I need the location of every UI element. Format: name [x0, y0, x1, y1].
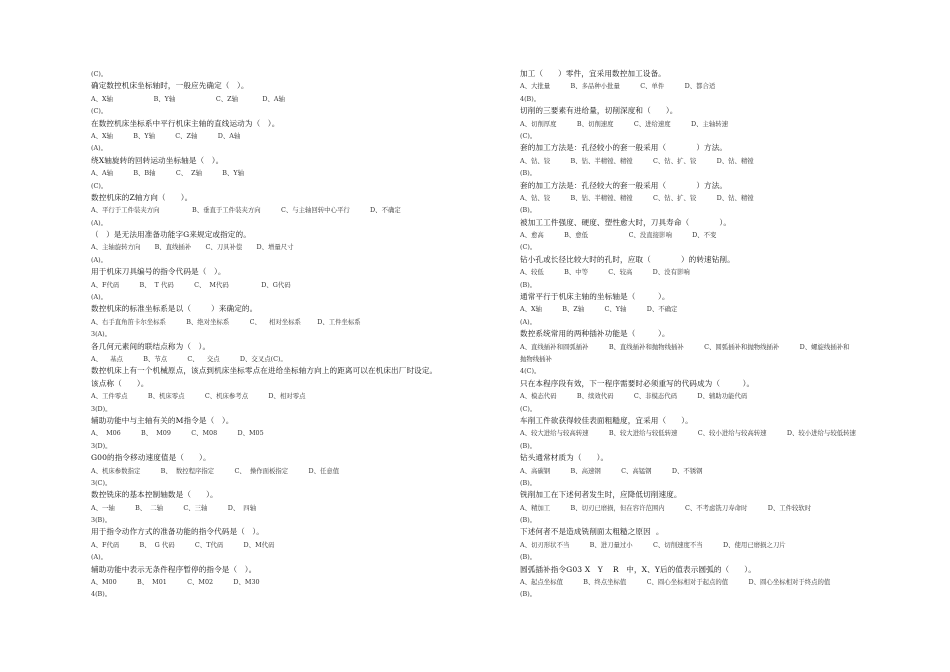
answer-options: A、主轴旋转方向 B、直线插补 C、刀具补偿 D、增量尺寸 — [91, 243, 294, 252]
answer-key: 3(B)。 — [91, 516, 112, 525]
answer-options: A、直线插补和圆弧插补 B、直线插补和抛物线插补 C、圆弧插补和抛物线插补 D、螺旋线插补和 — [520, 342, 850, 351]
question-text: 钻头通常材质为（ ）。 — [520, 453, 609, 463]
answer-key: (A)。 — [91, 293, 107, 302]
answer-key: 3(D)。 — [91, 441, 112, 450]
question-text: 绕X轴旋转的回转运动坐标轴是（ ）。 — [91, 155, 224, 165]
question-text: 通常平行于机床主轴的坐标轴是（ ）。 — [520, 292, 670, 302]
answer-options: A、F代码 B、 G 代码 C、T代码 D、M代码 — [91, 540, 275, 549]
question-text: 数控机床的标准坐标系是以（ ）来确定的。 — [91, 304, 258, 314]
question-text: 只在本程序段有效，下一程序需要时必须重写的代码成为（ ）。 — [520, 378, 755, 388]
answer-key: (B)。 — [520, 441, 537, 450]
answer-key: (B)。 — [520, 553, 537, 562]
question-text: 下述何者不是造成铣削面太粗糙之原因 。 — [520, 527, 664, 537]
answer-key: 4(B)。 — [520, 94, 541, 103]
answer-key: (B)。 — [520, 590, 537, 599]
answer-key: 3(D)。 — [91, 404, 112, 413]
question-text: 辅助功能中与主轴有关的M指令是（ ）。 — [91, 415, 234, 425]
answer-options: A、机床参数指定 B、 数控程序指定 C、 操作面板指定 D、任意值 — [91, 466, 340, 475]
answer-key: (B)。 — [520, 280, 537, 289]
question-text: G00的指令移动速度值是（ ）。 — [91, 453, 211, 463]
answer-options: A、起点坐标值 B、终点坐标值 C、圆心坐标相对于起点的值 D、圆心坐标相对于终点的值 — [520, 578, 831, 587]
answer-options: 抛物线插补 — [520, 354, 552, 363]
answer-options: A、M00 B、 M01 C、M02 D、M30 — [91, 578, 260, 587]
answer-key: 3(A)。 — [91, 330, 112, 339]
right-column — [520, 68, 915, 601]
question-text: （ ）是无法用准备功能字G来规定或指定的。 — [91, 230, 251, 240]
question-text: 数控机床的Z轴方向（ ）。 — [91, 192, 193, 202]
answer-options: A、模态代码 B、续效代码 C、非模态代码 D、辅助功能代码 — [520, 392, 748, 401]
answer-key: (C)。 — [91, 70, 108, 78]
answer-options: A、平行于工件装夹方向 B、垂直于工件装夹方向 C、与主轴回转中心平行 D、不确定 — [91, 206, 401, 215]
question-text: 辅助功能中表示无条件程序暂停的指令是（ ）。 — [91, 564, 257, 574]
answer-key: (B)。 — [520, 169, 537, 178]
answer-options: A、X轴 B、Y轴 C、Z轴 D、A轴 — [91, 131, 241, 140]
answer-options: A、钻、铰 B、钻、半精镗、精镗 C、钻、扩、铰 D、钻、精镗 — [520, 193, 754, 202]
question-text: 套的加工方法是：孔径较小的套一般采用（ ）方法。 — [520, 143, 728, 153]
answer-key: (B)。 — [520, 206, 537, 215]
answer-options: A、切削厚度 B、切削速度 C、进给速度 D、主轴转速 — [520, 119, 729, 128]
answer-options: A、一轴 B、 二轴 C、三轴 D、 四轴 — [91, 503, 257, 512]
question-text: 数控铣床的基本控制轴数是（ ）。 — [91, 490, 218, 500]
question-text: 确定数控机床坐标轴时，一般应先确定（ ）。 — [91, 81, 249, 91]
answer-key: (A)。 — [91, 553, 107, 562]
question-text: 用于机床刀具编号的指令代码是（ ）。 — [91, 267, 226, 277]
answer-options: A、工件零点 B、机床零点 C、机床参考点 D、相对零点 — [91, 392, 306, 401]
answer-options: A、钻、铰 B、钻、半精镗、精镗 C、钻、扩、铰 D、钻、精镗 — [520, 156, 754, 165]
question-text: 切削的三要素有进给量，切削深度和（ ）。 — [520, 106, 678, 116]
question-text: 被加工工件强度、硬度、塑性愈大时，刀具寿命（ ）。 — [520, 217, 732, 227]
question-text: 钻小孔或长径比较大时的孔时，应取（ ）的转速钻削。 — [520, 254, 735, 264]
answer-options: A、大批量 B、多品种小批量 C、单件 D、都合适 — [520, 82, 716, 91]
question-text: 套的加工方法是：孔径较大的套一般采用（ ）方法。 — [520, 180, 728, 190]
answer-key: (C)。 — [91, 181, 108, 190]
question-text: 数控机床上有一个机械原点，该点到机床坐标零点在进给坐标轴方向上的距离可以在机床出厂时设定。 — [91, 366, 438, 376]
answer-key: (C)。 — [520, 243, 537, 252]
answer-key: (A)。 — [91, 218, 107, 227]
answer-options: A、X轴 B、Z轴 C、Y轴 D、不确定 — [520, 305, 678, 314]
answer-key: 4(B)。 — [91, 590, 112, 599]
answer-options: A、较低 B、中等 C、较高 D、没有影响 — [520, 268, 690, 277]
answer-options: A、F代码 B、 T 代码 C、 M代码 D、G代码 — [91, 280, 291, 289]
answer-key: (C)。 — [520, 131, 537, 140]
answer-key: (C)。 — [520, 404, 537, 413]
answer-key: (C)。 — [91, 107, 108, 116]
question-text: 圆弧插补指令G03 X Y R 中，X、Y后的值表示圆弧的（ ）。 — [520, 564, 756, 574]
answer-options: A、X轴 B、Y轴 C、Z轴 D、A轴 — [91, 94, 285, 103]
question-text: 车削工件欲获得较佳表面粗糙度，宜采用（ ）。 — [520, 415, 693, 425]
question-text: 各几何元素间的联结点称为（ ）。 — [91, 341, 211, 351]
answer-key: 4(C)。 — [520, 367, 541, 376]
answer-options: A、 基点 B、节点 C、 交点 D、交叉点(C)。 — [91, 354, 287, 363]
answer-options: A、高碳钢 B、高速钢 C、高锰钢 D、不锈钢 — [520, 466, 703, 475]
answer-key: (B)。 — [520, 516, 537, 525]
question-text: 加工（ ）零件，宜采用数控加工设备。 — [520, 69, 666, 78]
answer-options: A、较大进给与较高转速 B、较大进给与较低转速 C、较小进给与较高转速 D、较小进给与较低转速 — [520, 429, 856, 438]
answer-key: (A)。 — [91, 144, 107, 153]
answer-key: (B)。 — [520, 478, 537, 487]
answer-key: 3(C)。 — [91, 478, 112, 487]
question-text: 用于指令动作方式的准备功能的指令代码是（ ）。 — [91, 527, 265, 537]
answer-options: A、愈高 B、愈低 C、没直接影响 D、不变 — [520, 231, 717, 240]
left-column — [91, 68, 486, 601]
answer-options: A、精加工 B、切刃已磨损，但在容许范围内 C、不考虑铣刀寿命时 D、工件较软时 — [520, 503, 812, 512]
answer-options: A、右手直角笛卡尔坐标系 B、绝对坐标系 C、 相对坐标系 D、工件坐标系 — [91, 317, 361, 326]
answer-options: A、A轴 B、B轴 C、 Z轴 B、Y轴 — [91, 169, 244, 178]
answer-key: (A)。 — [520, 317, 536, 326]
question-text: 数控系统常用的两种插补功能是（ ）。 — [520, 329, 670, 339]
answer-options: A、 M06 B、 M09 C、M08 D、M05 — [91, 429, 264, 438]
question-text: 铣削加工在下述何者发生时，应降低切削速度。 — [520, 490, 682, 500]
answer-options: A、切刃形状不当 B、进刀量过小 C、切削速度不当 D、使用已磨损之刀片 — [520, 540, 786, 549]
question-text: 在数控机床坐标系中平行机床主轴的直线运动为（ ）。 — [91, 118, 280, 128]
question-text: 该点称（ ）。 — [91, 378, 149, 388]
answer-key: (A)。 — [91, 255, 107, 264]
